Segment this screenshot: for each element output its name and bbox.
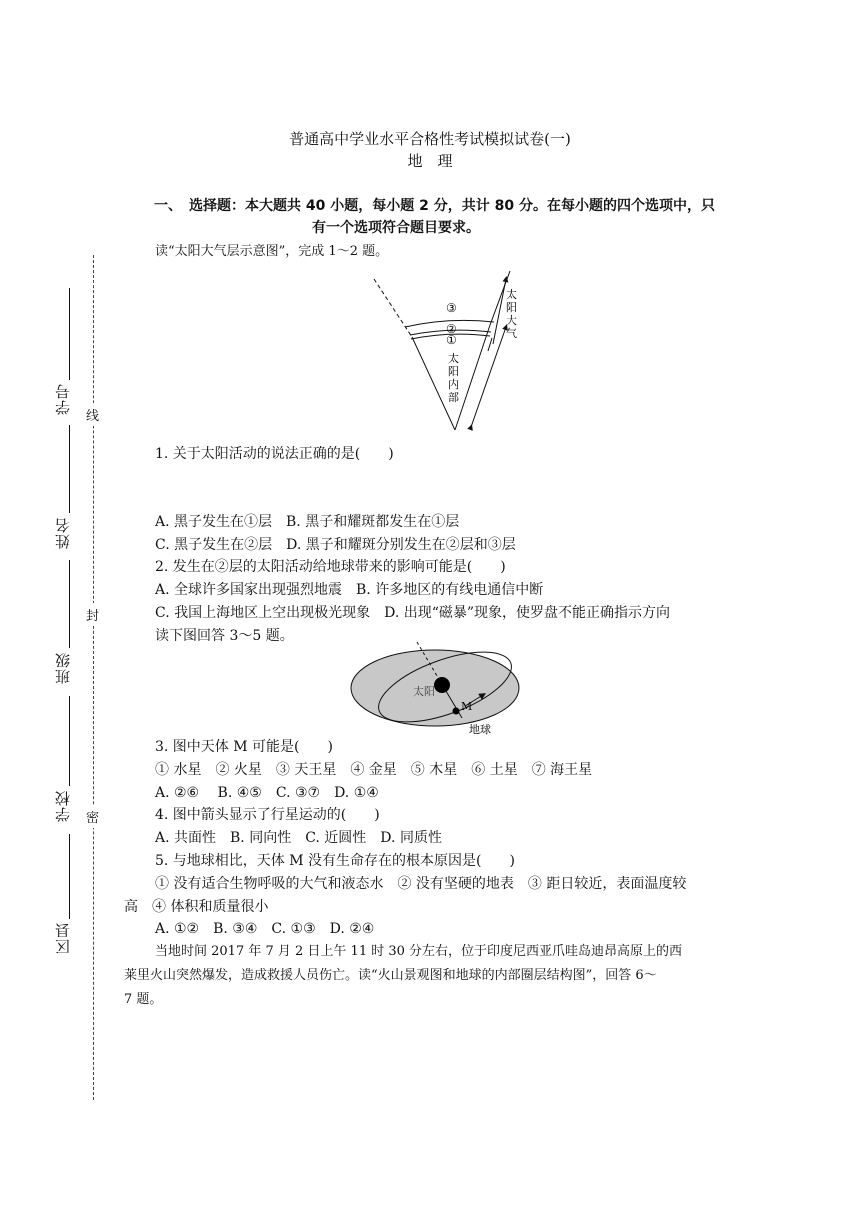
atmos-label-2: 阳 [506,301,517,314]
section-heading-line1: 一、 选择题：本大题共 40 小题，每小题 2 分，共计 80 分。在每小题的四个选项中，只 [154,198,715,214]
subject-title: 地 理 [407,152,453,170]
q1-options-cd: C. 黑子发生在②层 D. 黑子和耀斑分别发生在②层和③层 [155,537,516,553]
section-heading-line2: 有一个选项符合题目要求。 [312,220,480,236]
earth-label: 地球 [469,723,491,736]
class-label: 班级 [54,652,72,684]
q3-stem: 3. 图中天体 M 可能是( ) [155,739,333,755]
name-field[interactable] [69,425,70,513]
q2-options-ab: A. 全球许多国家出现强烈地震 B. 许多地区的有线电通信中断 [155,582,544,598]
layer-1-label: ① [446,333,457,347]
q5-options: A. ①② B. ③④ C. ①③ D. ②④ [155,921,375,937]
interior-label-4: 部 [448,391,459,404]
q3-items: ① 水星 ② 火星 ③ 天王星 ④ 金星 ⑤ 木星 ⑥ 土星 ⑦ 海王星 [155,762,593,778]
planet-m-label: M [461,700,473,713]
interior-label-2: 阳 [448,365,459,378]
q5-items-line2: 高 ④ 体积和质量很小 [124,899,269,915]
q2-options-cd: C. 我国上海地区上空出现极光现象 D. 出现“磁暴”现象，使罗盘不能正确指示方向 [155,605,671,621]
q4-options: A. 共面性 B. 同向性 C. 近圆性 D. 同质性 [155,830,442,846]
volcano-intro-line1: 当地时间 2017 年 7 月 2 日上午 11 时 30 分左右，位于印度尼西亚爪哇岛迪昂高原上的西 [155,944,683,959]
q1-stem: 1. 关于太阳活动的说法正确的是( ) [155,446,394,462]
student-id-field[interactable] [69,288,70,380]
exam-title: 普通高中学业水平合格性考试模拟试卷(一) [289,130,571,148]
sun-label: 太阳 [413,685,435,698]
interior-label-1: 太 [448,352,459,365]
class-field[interactable] [69,560,70,648]
district-label: 区县 [54,922,72,954]
interior-label-3: 内 [448,378,459,391]
binding-mark-xian: 线 [86,403,99,426]
atmos-label-3: 大 [506,314,517,327]
q5-items-line1: ① 没有适合生物呼吸的大气和液态水 ② 没有坚硬的地表 ③ 距日较近，表面温度较 [155,876,687,892]
school-label: 学校 [54,790,72,822]
layer-2-label: ② [446,322,457,336]
binding-dashed-line [93,255,94,1100]
q3-options: A. ②⑥ B. ④⑤ C. ③⑦ D. ①④ [155,785,379,801]
q1-options-ab: A. 黑子发生在①层 B. 黑子和耀斑都发生在①层 [155,514,460,530]
q4-stem: 4. 图中箭头显示了行星运动的( ) [155,807,380,823]
name-label: 姓名 [54,517,72,549]
solar-atmosphere-diagram [360,265,530,435]
binding-mark-mi: 密 [86,805,99,828]
binding-mark-feng: 封 [86,603,99,626]
layer-3-label: ③ [446,301,457,315]
volcano-intro-line3: 7 题。 [124,992,163,1007]
q2-stem: 2. 发生在②层的太阳活动给地球带来的影响可能是( ) [155,559,506,575]
school-field[interactable] [69,696,70,786]
student-id-label: 学号 [54,383,72,415]
q5-stem: 5. 与地球相比，天体 M 没有生命存在的根本原因是( ) [155,853,515,869]
atmos-label-1: 太 [506,288,517,301]
district-field[interactable] [69,834,70,919]
intro-q1-2: 读“太阳大气层示意图”，完成 1～2 题。 [155,244,389,259]
orbit-diagram [345,640,525,740]
volcano-intro-line2: 莱里火山突然爆发，造成救援人员伤亡。读“火山景观图和地球的内部圈层结构图”，回答 6～ [124,968,657,983]
atmos-label-4: 气 [506,327,517,340]
intro-q3-5: 读下图回答 3～5 题。 [155,628,294,644]
